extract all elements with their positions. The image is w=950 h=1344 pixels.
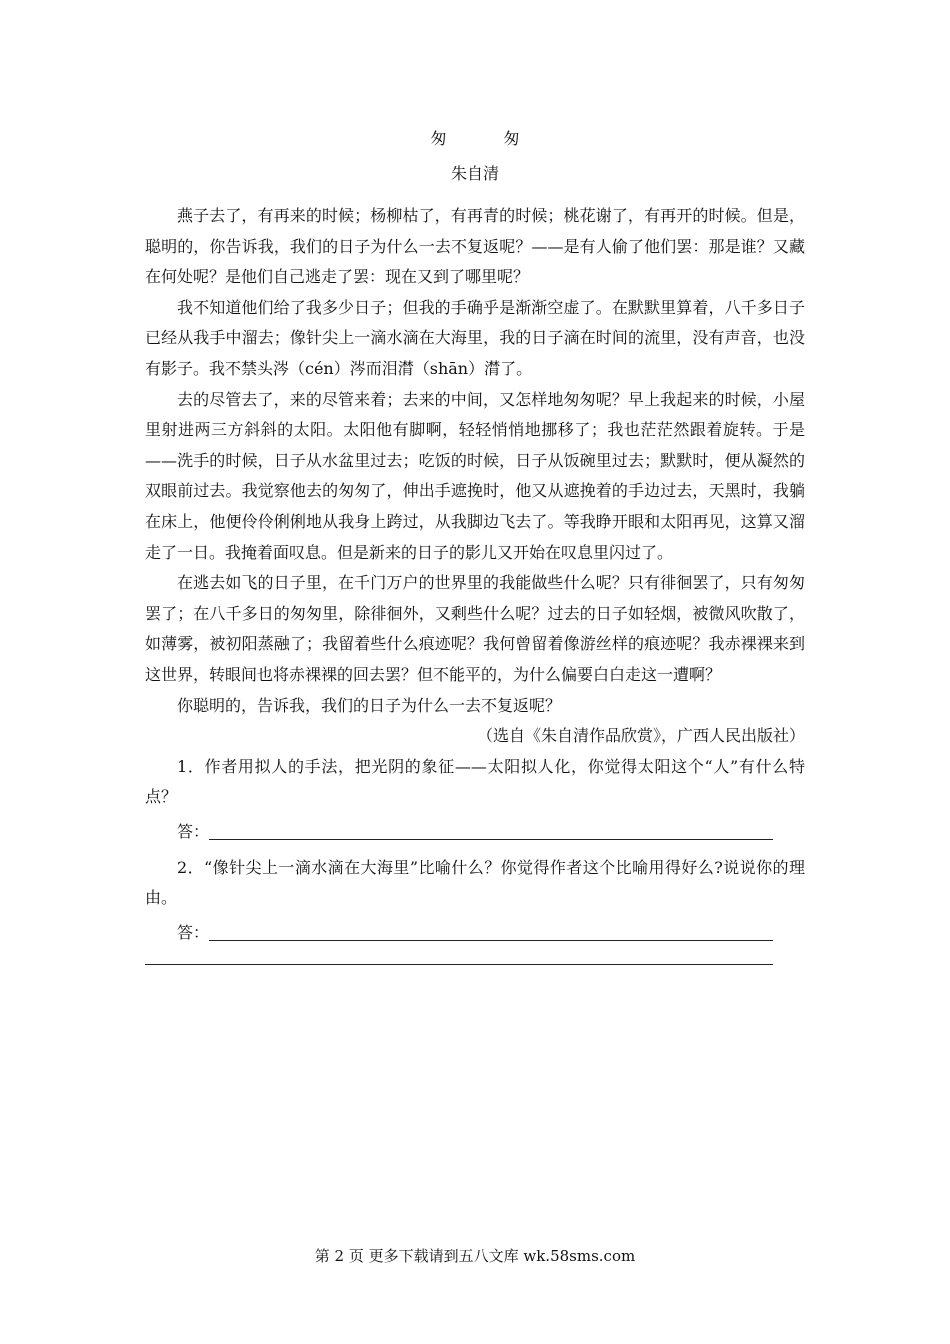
- paragraph-3: 去的尽管去了，来的尽管来着；去来的中间，又怎样地匆匆呢？早上我起来的时候，小屋里射进两三方斜斜的太阳。太阳他有脚啊，轻轻悄悄地挪移了；我也茫茫然跟着旋转。于是——洗手的时候，日子从水盆里过去；吃饭的时候，日子从饭碗里过去；默默时，便从凝然的双眼前过去。我觉察他去的匆匆了，伸出手遮挽时，他又从遮挽着的手边过去，天黑时，我躺在床上，他便伶伶俐俐地从我身上跨过，从我脚边飞去了。等我睁开眼和太阳再见，这算又溜走了一日。我掩着面叹息。但是新来的日子的影儿又开始在叹息里闪过了。: [145, 389, 805, 562]
- essay-title: 匆 匆: [430, 129, 546, 148]
- paragraph-5: 你聪明的，告诉我，我们的日子为什么一去不复返呢？: [177, 695, 562, 715]
- answer-1-line[interactable]: [209, 839, 773, 840]
- answer-2-row: [145, 914, 805, 954]
- answer-2-label: 答：: [177, 923, 210, 943]
- essay-body: [145, 201, 805, 978]
- essay-author: 朱自清: [450, 164, 499, 183]
- answer-2-extra-row: [145, 954, 805, 978]
- answer-2-extra-line[interactable]: [145, 964, 773, 965]
- page-footer: 第 2 页 更多下载请到五八文库 wk.58sms.com: [314, 1247, 636, 1265]
- answer-2-line[interactable]: [209, 940, 773, 941]
- paragraph-2: 我不知道他们给了我多少日子；但我的手确乎是渐渐空虚了。在默默里算着，八千多日子已经从我手中溜去；像针尖上一滴水滴在大海里，我的日子滴在时间的流里，没有声音，也没有影子。我不禁头涔（cén）涔而泪潸（shān）潸了。: [145, 297, 805, 378]
- question-1: 1．作者用拟人的手法，把光阴的象征——太阳拟人化，你觉得太阳这个“人”有什么特点？: [145, 756, 805, 807]
- source-citation: （选自《朱自清作品欣赏》，广西人民出版社）: [476, 726, 805, 746]
- paragraph-1: 燕子去了，有再来的时候；杨柳枯了，有再青的时候；桃花谢了，有再开的时候。但是，聪明的，你告诉我，我们的日子为什么一去不复返呢？——是有人偷了他们罢：那是谁？又藏在何处呢？是他们自己逃走了罢：现在又到了哪里呢？: [145, 206, 805, 287]
- answer-1-row: [145, 813, 805, 853]
- answer-1-label: 答：: [177, 821, 210, 841]
- question-2: 2．“像针尖上一滴水滴在大海里”比喻什么？你觉得作者这个比喻用得好么?说说你的理由。: [145, 857, 805, 908]
- paragraph-4: 在逃去如飞的日子里，在千门万户的世界里的我能做些什么呢？只有徘徊罢了，只有匆匆罢了；在八千多日的匆匆里，除徘徊外，又剩些什么呢？过去的日子如轻烟，被微风吹散了，如薄雾，被初阳蒸融了；我留着些什么痕迹呢？我何曾留着像游丝样的痕迹呢？我赤裸裸来到这世界，转眼间也将赤裸裸的回去罢？但不能平的，为什么偏要白白走这一遭啊？: [145, 573, 805, 684]
